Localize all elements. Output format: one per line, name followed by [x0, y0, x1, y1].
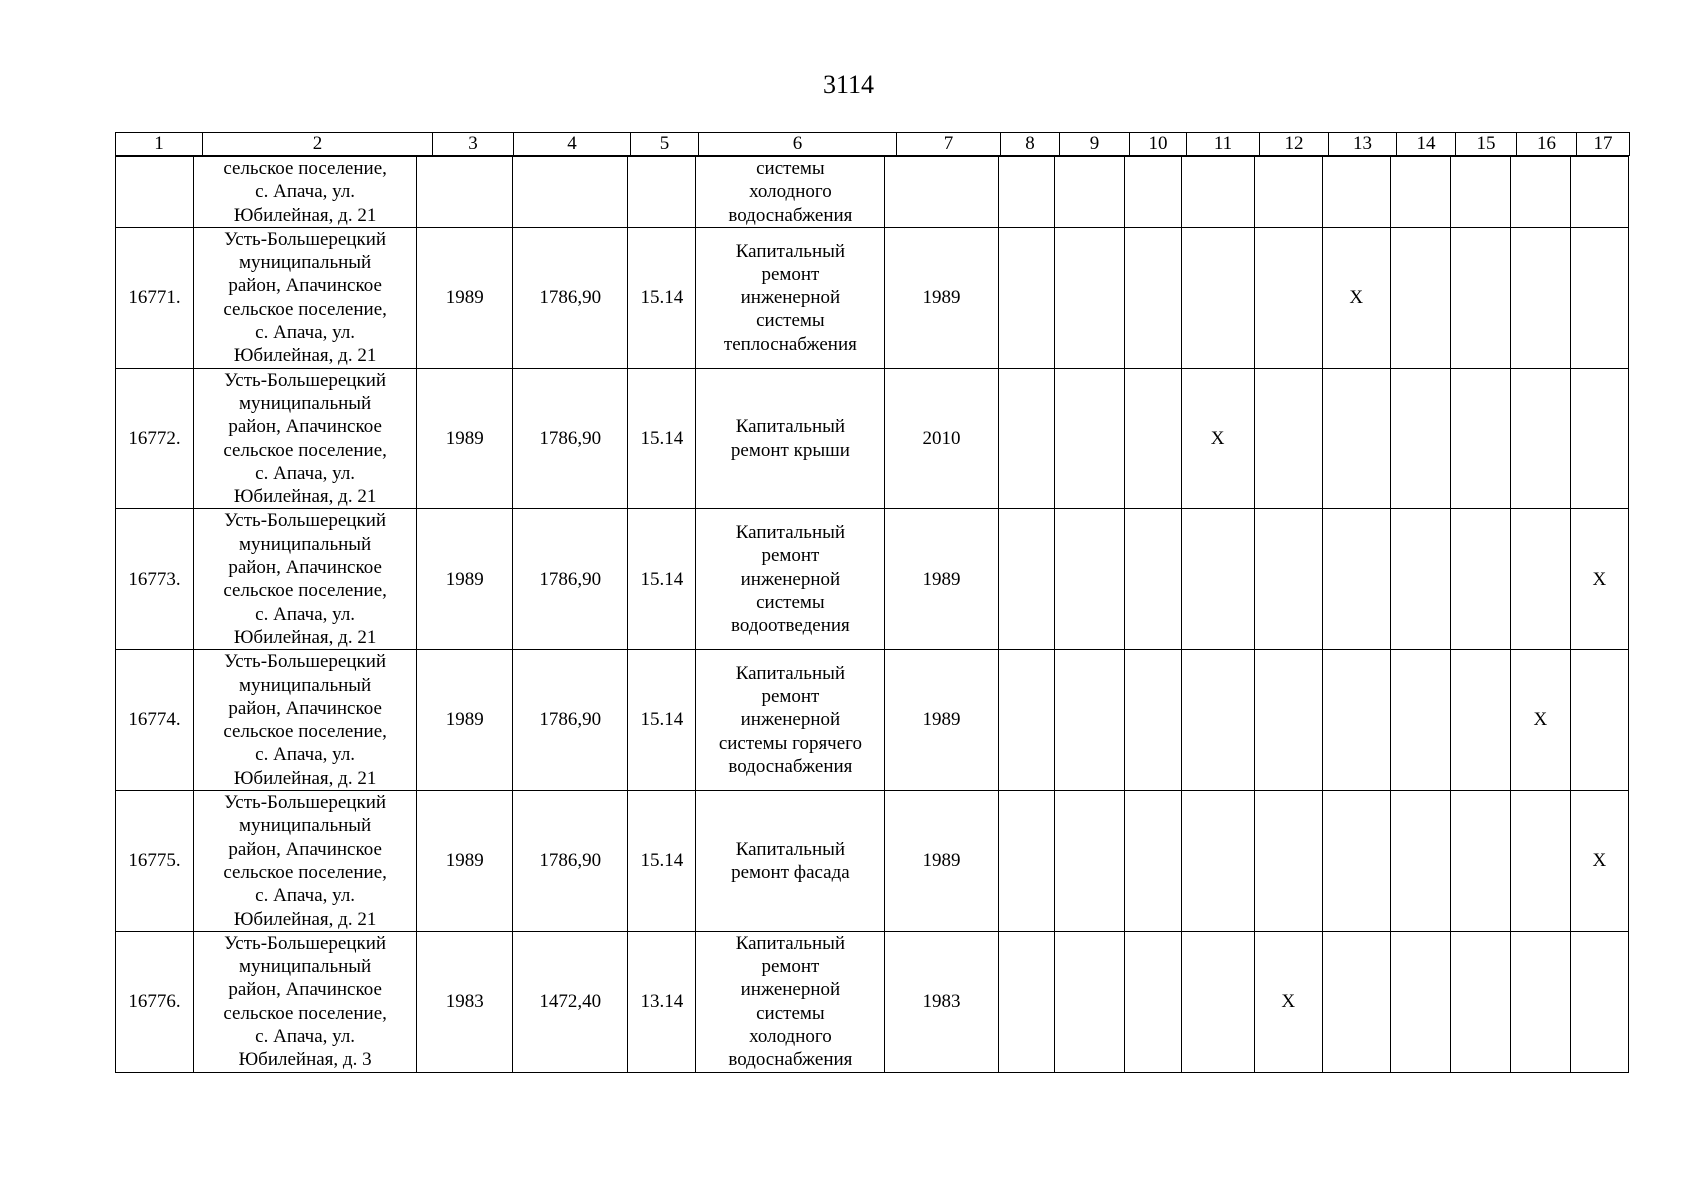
mark-cell	[1124, 227, 1181, 368]
mark-cell	[1124, 931, 1181, 1072]
mark-cell	[1322, 509, 1390, 650]
year-built-cell: 1989	[417, 791, 513, 932]
mark-cell	[1181, 650, 1254, 791]
area-cell: 1786,90	[513, 650, 628, 791]
table-row	[116, 509, 1629, 650]
work-type-cell: системы холодного водоснабжения	[696, 157, 885, 228]
mark-cell	[1054, 650, 1124, 791]
row-number-cell: 16776.	[116, 931, 194, 1072]
mark-cell	[1510, 931, 1570, 1072]
header-cell: 13	[1329, 133, 1397, 156]
mark-cell	[1390, 650, 1450, 791]
mark-cell: X	[1510, 650, 1570, 791]
header-cell: 5	[631, 133, 699, 156]
mark-cell	[1570, 227, 1628, 368]
mark-cell	[1570, 931, 1628, 1072]
year-built-cell: 1989	[417, 509, 513, 650]
rate-cell: 13.14	[628, 931, 696, 1072]
year-repair-cell: 1989	[885, 791, 998, 932]
repair-plan-table	[115, 156, 1629, 1073]
mark-cell	[1322, 650, 1390, 791]
year-repair-cell: 1983	[885, 931, 998, 1072]
mark-cell	[998, 931, 1054, 1072]
mark-cell	[1181, 791, 1254, 932]
mark-cell	[1510, 791, 1570, 932]
work-type-cell: Капитальный ремонт инженерной системы водоотведения	[696, 509, 885, 650]
mark-cell	[1054, 368, 1124, 509]
address-cell: Усть-Большерецкий муниципальный район, Апачинское сельское поселение, с. Апача, ул. Юбилейная, д. 21	[194, 650, 417, 791]
rate-cell: 15.14	[628, 227, 696, 368]
mark-cell	[1390, 791, 1450, 932]
table-row	[116, 650, 1629, 791]
mark-cell	[1254, 368, 1322, 509]
year-built-cell: 1989	[417, 227, 513, 368]
mark-cell	[1322, 157, 1390, 228]
mark-cell	[1450, 368, 1510, 509]
year-built-cell: 1989	[417, 650, 513, 791]
mark-cell	[1450, 157, 1510, 228]
work-type-cell: Капитальный ремонт инженерной системы теплоснабжения	[696, 227, 885, 368]
header-cell: 11	[1187, 133, 1260, 156]
header-cell: 16	[1517, 133, 1577, 156]
header-cell: 6	[699, 133, 897, 156]
mark-cell	[1570, 157, 1628, 228]
mark-cell	[1054, 157, 1124, 228]
area-cell: 1786,90	[513, 368, 628, 509]
mark-cell	[1510, 509, 1570, 650]
mark-cell	[1322, 791, 1390, 932]
header-cell: 10	[1130, 133, 1187, 156]
mark-cell	[1322, 931, 1390, 1072]
area-cell: 1472,40	[513, 931, 628, 1072]
mark-cell: X	[1254, 931, 1322, 1072]
mark-cell	[1510, 157, 1570, 228]
header-cell: 17	[1577, 133, 1630, 156]
header-row	[116, 133, 1630, 156]
rate-cell: 15.14	[628, 650, 696, 791]
mark-cell	[998, 650, 1054, 791]
continuation-row	[116, 157, 1629, 228]
rate-cell: 15.14	[628, 368, 696, 509]
mark-cell	[1124, 157, 1181, 228]
address-cell: Усть-Большерецкий муниципальный район, Апачинское сельское поселение, с. Апача, ул. Юбилейная, д. 21	[194, 509, 417, 650]
mark-cell	[1254, 509, 1322, 650]
table-row	[116, 227, 1629, 368]
mark-cell	[1450, 931, 1510, 1072]
address-cell: Усть-Большерецкий муниципальный район, Апачинское сельское поселение, с. Апача, ул. Юбилейная, д. 21	[194, 227, 417, 368]
row-number-cell: 16775.	[116, 791, 194, 932]
address-cell: Усть-Большерецкий муниципальный район, Апачинское сельское поселение, с. Апача, ул. Юбилейная, д. 3	[194, 931, 417, 1072]
mark-cell	[1124, 509, 1181, 650]
column-number-header	[115, 132, 1630, 156]
year-built-cell: 1989	[417, 368, 513, 509]
mark-cell	[998, 368, 1054, 509]
mark-cell	[1450, 509, 1510, 650]
header-cell: 8	[1001, 133, 1060, 156]
mark-cell	[1390, 227, 1450, 368]
year-built-cell	[417, 157, 513, 228]
address-cell: Усть-Большерецкий муниципальный район, Апачинское сельское поселение, с. Апача, ул. Юбилейная, д. 21	[194, 791, 417, 932]
mark-cell	[1390, 157, 1450, 228]
mark-cell	[1054, 509, 1124, 650]
mark-cell	[1124, 368, 1181, 509]
mark-cell	[1254, 227, 1322, 368]
row-number-cell	[116, 157, 194, 228]
year-repair-cell: 1989	[885, 509, 998, 650]
header-cell: 7	[897, 133, 1001, 156]
area-cell	[513, 157, 628, 228]
mark-cell	[1254, 791, 1322, 932]
address-cell: сельское поселение, с. Апача, ул. Юбилейная, д. 21	[194, 157, 417, 228]
area-cell: 1786,90	[513, 791, 628, 932]
work-type-cell: Капитальный ремонт инженерной системы горячего водоснабжения	[696, 650, 885, 791]
row-number-cell: 16772.	[116, 368, 194, 509]
mark-cell: X	[1181, 368, 1254, 509]
mark-cell	[1390, 931, 1450, 1072]
mark-cell	[1054, 227, 1124, 368]
area-cell: 1786,90	[513, 227, 628, 368]
mark-cell	[998, 791, 1054, 932]
header-cell: 12	[1260, 133, 1329, 156]
mark-cell	[1181, 509, 1254, 650]
row-number-cell: 16773.	[116, 509, 194, 650]
work-type-cell: Капитальный ремонт фасада	[696, 791, 885, 932]
mark-cell: X	[1570, 791, 1628, 932]
mark-cell	[1510, 368, 1570, 509]
address-cell: Усть-Большерецкий муниципальный район, Апачинское сельское поселение, с. Апача, ул. Юбилейная, д. 21	[194, 368, 417, 509]
mark-cell	[1124, 791, 1181, 932]
work-type-cell: Капитальный ремонт инженерной системы холодного водоснабжения	[696, 931, 885, 1072]
mark-cell: X	[1322, 227, 1390, 368]
mark-cell	[998, 509, 1054, 650]
table-row	[116, 368, 1629, 509]
page-number: 3114	[822, 70, 875, 99]
mark-cell	[1181, 227, 1254, 368]
mark-cell	[1570, 650, 1628, 791]
mark-cell	[1254, 650, 1322, 791]
year-repair-cell: 1989	[885, 227, 998, 368]
work-type-cell: Капитальный ремонт крыши	[696, 368, 885, 509]
mark-cell	[1181, 931, 1254, 1072]
rate-cell	[628, 157, 696, 228]
mark-cell	[1390, 509, 1450, 650]
mark-cell	[1570, 368, 1628, 509]
year-repair-cell: 2010	[885, 368, 998, 509]
header-cell: 2	[203, 133, 433, 156]
mark-cell	[1054, 791, 1124, 932]
row-number-cell: 16771.	[116, 227, 194, 368]
row-number-cell: 16774.	[116, 650, 194, 791]
header-cell: 4	[514, 133, 631, 156]
header-cell: 3	[433, 133, 514, 156]
header-cell: 1	[116, 133, 203, 156]
header-cell: 9	[1060, 133, 1130, 156]
table-row	[116, 931, 1629, 1072]
year-built-cell: 1983	[417, 931, 513, 1072]
header-cell: 15	[1456, 133, 1517, 156]
mark-cell	[1254, 157, 1322, 228]
rate-cell: 15.14	[628, 791, 696, 932]
mark-cell	[998, 157, 1054, 228]
mark-cell	[1124, 650, 1181, 791]
area-cell: 1786,90	[513, 509, 628, 650]
mark-cell	[1390, 368, 1450, 509]
header-cell: 14	[1397, 133, 1456, 156]
mark-cell	[1054, 931, 1124, 1072]
mark-cell	[1510, 227, 1570, 368]
mark-cell	[998, 227, 1054, 368]
mark-cell: X	[1570, 509, 1628, 650]
mark-cell	[1450, 227, 1510, 368]
mark-cell	[1181, 157, 1254, 228]
year-repair-cell	[885, 157, 998, 228]
year-repair-cell: 1989	[885, 650, 998, 791]
mark-cell	[1322, 368, 1390, 509]
mark-cell	[1450, 791, 1510, 932]
mark-cell	[1450, 650, 1510, 791]
table-row	[116, 791, 1629, 932]
rate-cell: 15.14	[628, 509, 696, 650]
